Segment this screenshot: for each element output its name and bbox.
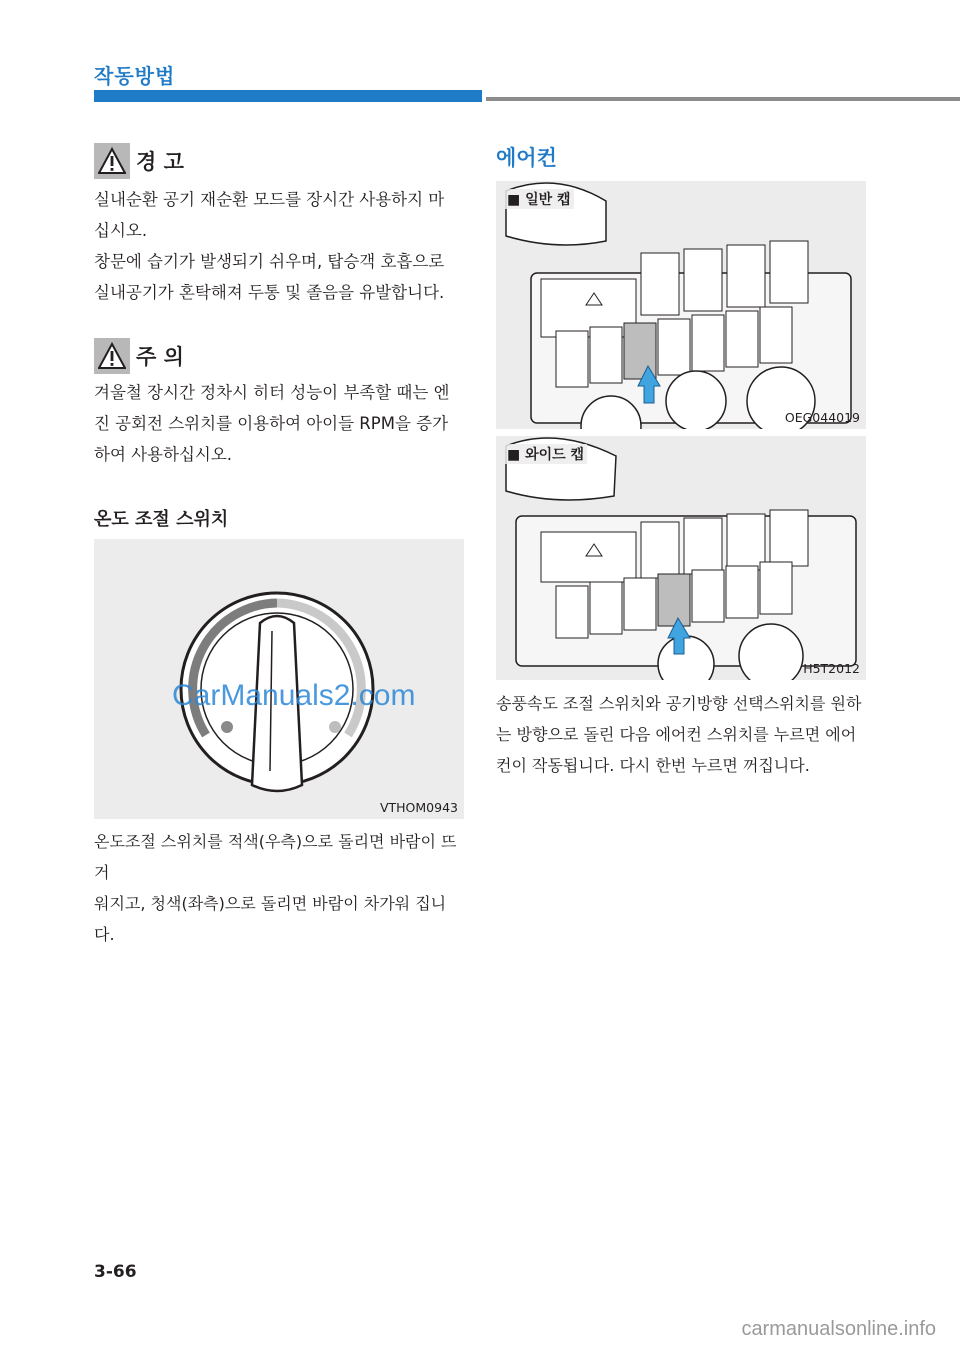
warning-line: 실내공기가 혼탁해져 두통 및 졸음을 유발합니다. — [94, 283, 445, 302]
warning-line: 실내순환 공기 재순환 모드를 장시간 사용하지 마 — [94, 190, 445, 209]
caution-line: 겨울철 장시간 정차시 히터 성능이 부족할 때는 엔 — [94, 383, 450, 402]
footer-site-mark: carmanualsonline.info — [741, 1318, 936, 1340]
aircon-line: 는 방향으로 돌린 다음 에어컨 스위치를 누르면 에어 — [496, 725, 857, 744]
figure-code: VTHOM0943 — [379, 800, 458, 815]
aircon-line: 컨이 작동됩니다. 다시 한번 누르면 꺼집니다. — [496, 756, 810, 775]
section-title: 작동방법 — [94, 64, 176, 88]
figure-label: ■ 와이드 캡 — [504, 444, 587, 464]
caution-icon — [94, 338, 130, 374]
warning-line: 십시오. — [94, 221, 148, 240]
warning-icon — [94, 143, 130, 179]
temp-switch-line: 워지고, 청색(좌측)으로 돌리면 바람이 차가워 집니다. — [94, 894, 447, 944]
page-number: 3-66 — [94, 1262, 137, 1282]
temp-switch-heading: 온도 조절 스위치 — [94, 509, 229, 530]
temp-switch-text — [94, 826, 466, 950]
aircon-heading: 에어컨 — [496, 146, 557, 170]
aircon-figure-standard-cab — [496, 181, 866, 429]
aircon-text — [496, 688, 868, 781]
switch-panel-illustration — [496, 436, 866, 680]
temp-switch-figure — [94, 539, 464, 819]
aircon-line: 송풍속도 조절 스위치와 공기방향 선택스위치를 원하 — [496, 694, 862, 713]
warning-text — [94, 184, 466, 308]
caution-line: 하여 사용하십시오. — [94, 445, 233, 464]
caution-text — [94, 377, 466, 470]
caution-title: 주 의 — [136, 345, 184, 369]
warning-title: 경 고 — [136, 150, 184, 174]
header-accent-bar — [94, 90, 482, 102]
figure-label: ■ 일반 캡 — [504, 189, 574, 209]
header-rule — [486, 97, 960, 101]
figure-code: OEG044019 — [784, 410, 860, 425]
warning-line: 창문에 습기가 발생되기 쉬우며, 탑승객 호흡으로 — [94, 252, 445, 271]
caution-line: 진 공회전 스위치를 이용하여 아이들 RPM을 증가 — [94, 414, 449, 433]
watermark: CarManuals2.com — [172, 679, 416, 712]
temp-switch-line: 온도조절 스위치를 적색(우측)으로 돌리면 바람이 뜨거 — [94, 832, 457, 882]
switch-panel-illustration — [496, 181, 866, 429]
aircon-figure-wide-cab — [496, 436, 866, 680]
figure-code: H5T2012 — [803, 661, 860, 676]
